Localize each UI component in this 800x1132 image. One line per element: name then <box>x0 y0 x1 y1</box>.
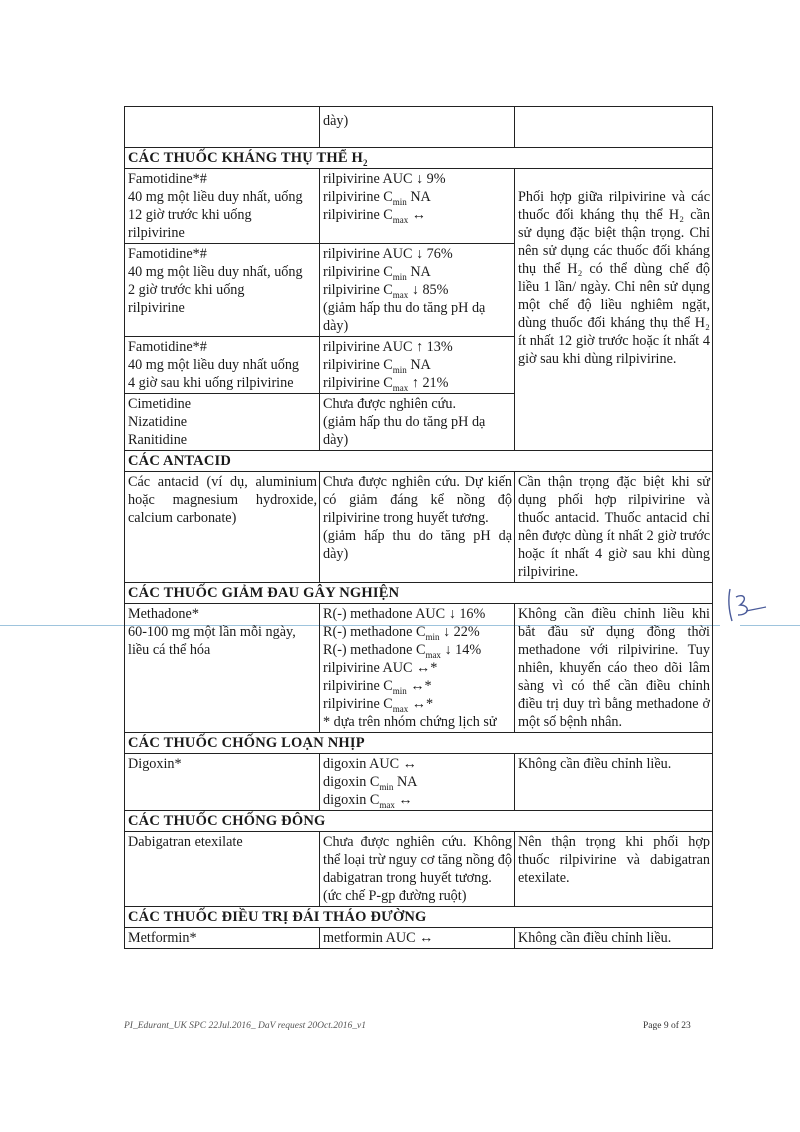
effect-cell: rilpivirine AUC ↓ 76% rilpivirine $C_{min}$ NA rilpivirine $C_{max}$ ↓ 85% (giảm hấp thu do tăng pH dạ dày) <box>320 244 515 337</box>
document-footer: PI_Edurant_UK SPC 22Jul.2016_ DaV request 20Oct.2016_v1 <box>124 1021 366 1031</box>
section-row <box>125 148 713 169</box>
recommendation-cell: Phối hợp giữa rilpivirine và các thuốc đối kháng thụ thể H₂ cần sử dụng đặc biệt thận trọng. Chỉ nên sử dụng các thuốc đối kháng thụ thể H₂ có thể dùng chế độ liều 1 lần/ ngày. Chỉ nên sử dụng một chế độ liều nghiêm ngặt, dùng thuốc đối kháng thụ thể H₂ ít nhất 12 giờ trước hoặc ít nhất 4 giờ sau khi dùng rilpivirine. <box>515 169 713 451</box>
table-row <box>125 832 713 907</box>
page-number: Page 9 of 23 <box>643 1021 691 1031</box>
effect-cell: rilpivirine AUC ↑ 13% rilpivirine $C_{min}$ NA rilpivirine $C_{max}$ ↑ 21% <box>320 337 515 394</box>
recommendation-cell: Không cần điều chỉnh liều. <box>515 928 713 949</box>
effect-cell: rilpivirine AUC ↓ 9% rilpivirine $C_{min}$ NA rilpivirine $C_{max}$ ↔ <box>320 169 515 244</box>
section-row <box>125 811 713 832</box>
drug-interaction-table <box>124 106 713 949</box>
effect-cell: metformin AUC ↔ <box>320 928 515 949</box>
effect-cell: Chưa được nghiên cứu. Dự kiến có giảm đáng kể nồng độ rilpivirine trong huyết tương. (giảm hấp thu do tăng pH dạ dày) <box>320 472 515 583</box>
drug-cell: Metformin* <box>125 928 320 949</box>
effect-cell: digoxin AUC ↔ digoxin $C_{min}$ NA digoxin $C_{max}$ ↔ <box>320 754 515 811</box>
section-row <box>125 583 713 604</box>
handwritten-mark <box>722 585 772 625</box>
table-row <box>125 928 713 949</box>
section-row <box>125 907 713 928</box>
table-row <box>125 472 713 583</box>
recommendation-cell: Không cần điều chỉnh liều khi bắt đầu sử dụng đồng thời methadone với rilpivirine. Tuy nhiên, khuyến cáo theo dõi lâm sàng vì có thể cần điều chỉnh điều trị duy trì bằng methadone ở một số bệnh nhân. <box>515 604 713 733</box>
section-heading: CÁC THUỐC ĐIỀU TRỊ ĐÁI THÁO ĐƯỜNG <box>125 907 713 928</box>
scan-line <box>740 625 800 626</box>
section-heading: CÁC THUỐC GIẢM ĐAU GÂY NGHIỆN <box>125 583 713 604</box>
table-row <box>125 604 713 733</box>
table-row <box>125 754 713 811</box>
table-cell <box>125 107 320 148</box>
table-cell: dày) <box>320 107 515 148</box>
section-row <box>125 451 713 472</box>
table-row <box>125 169 713 244</box>
section-heading: CÁC THUỐC CHỐNG ĐÔNG <box>125 811 713 832</box>
section-row <box>125 733 713 754</box>
recommendation-cell: Không cần điều chỉnh liều. <box>515 754 713 811</box>
effect-cell: Chưa được nghiên cứu. (giảm hấp thu do tăng pH dạ dày) <box>320 394 515 451</box>
recommendation-cell: Nên thận trọng khi phối hợp thuốc rilpivirine và dabigatran etexilate. <box>515 832 713 907</box>
drug-cell: Famotidine*# 40 mg một liều duy nhất, uống 2 giờ trước khi uống rilpivirine <box>125 244 320 337</box>
recommendation-cell: Cần thận trọng đặc biệt khi sử dụng phối hợp rilpivirine và thuốc antacid. Thuốc antacid chỉ nên được dùng ít nhất 2 giờ trước hoặc ít nhất 4 giờ sau khi dùng rilpivirine. <box>515 472 713 583</box>
drug-cell: Dabigatran etexilate <box>125 832 320 907</box>
drug-cell: Digoxin* <box>125 754 320 811</box>
effect-cell: Chưa được nghiên cứu. Không thể loại trừ nguy cơ tăng nồng độ dabigatran trong huyết tương. (ức chế P-gp đường ruột) <box>320 832 515 907</box>
effect-cell: R(-) methadone AUC ↓ 16% R(-) methadone $C_{min}$ ↓ 22% R(-) methadone $C_{max}$ ↓ 14% rilpivirine AUC ↔* rilpivirine $C_{min}$ ↔* rilpivirine $C_{max}$ ↔* * dựa trên nhóm chứng lịch sử <box>320 604 515 733</box>
table-cell <box>515 107 713 148</box>
drug-cell: Cimetidine Nizatidine Ranitidine <box>125 394 320 451</box>
section-heading: CÁC THUỐC KHÁNG THỤ THỂ $H_2$ <box>125 148 713 169</box>
drug-cell: Famotidine*# 40 mg một liều duy nhất uống 4 giờ sau khi uống rilpivirine <box>125 337 320 394</box>
drug-cell: Các antacid (ví dụ, aluminium hoặc magnesium hydroxide, calcium carbonate) <box>125 472 320 583</box>
drug-cell: Methadone* 60-100 mg một lần mỗi ngày, liều cá thể hóa <box>125 604 320 733</box>
section-heading: CÁC THUỐC CHỐNG LOẠN NHỊP <box>125 733 713 754</box>
section-heading: CÁC ANTACID <box>125 451 713 472</box>
table-row <box>125 107 713 148</box>
drug-cell: Famotidine*# 40 mg một liều duy nhất, uống 12 giờ trước khi uống rilpivirine <box>125 169 320 244</box>
